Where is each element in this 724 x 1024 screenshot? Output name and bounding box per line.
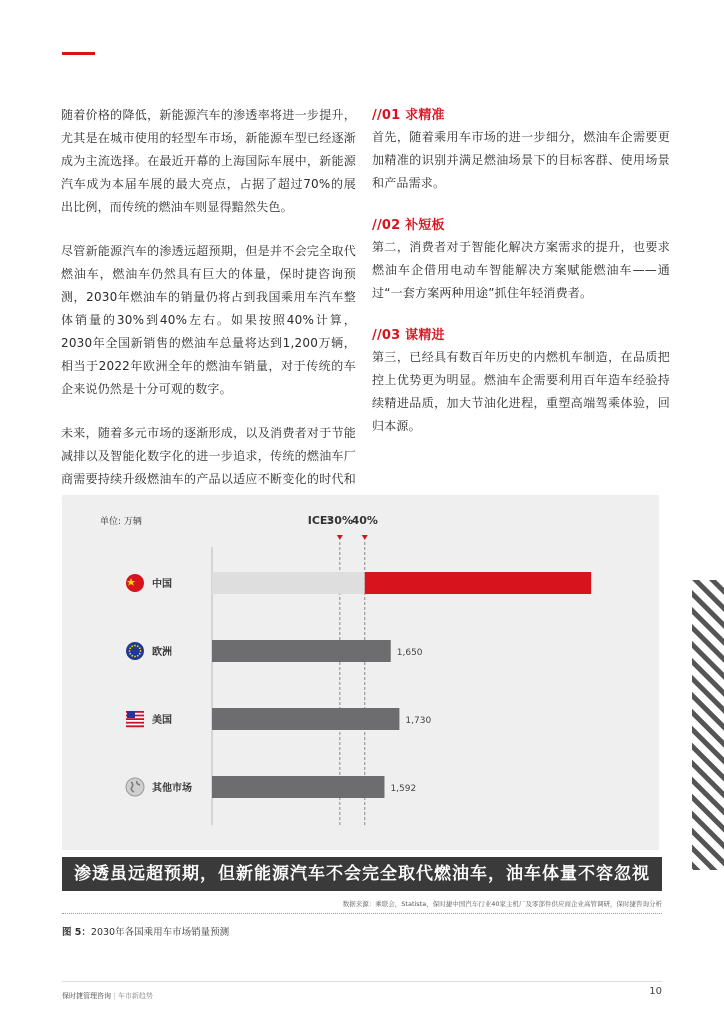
- section-title: //01 求精准: [372, 108, 445, 123]
- eu-flag-star: [134, 656, 136, 658]
- globe-icon: [126, 778, 144, 796]
- eu-flag-star: [131, 645, 133, 647]
- bar-value-label: 1,650: [396, 648, 423, 658]
- bar: [212, 776, 384, 798]
- us-flag-stripe: [126, 722, 144, 724]
- category-label: 中国: [152, 579, 172, 590]
- footer-brand: 保时捷管理咨询: [62, 992, 111, 1000]
- eu-flag-star: [137, 655, 139, 657]
- sales-forecast-chart: [62, 495, 659, 850]
- paragraph: 随着价格的降低，新能源汽车的渗透率将进一步提升，尤其是在城市使用的轻型车市场，新能源车型已经逐渐成为主流选择。在最近开幕的上海国际车展中，新能源汽车成为本届车展的最大亮点，占据了超过70%的展出比例，而传统的燃油车则显得黯然失色。: [61, 108, 356, 214]
- eu-flag-star: [140, 650, 142, 652]
- left-column: [61, 104, 356, 535]
- category-label: 其他市场: [152, 783, 192, 794]
- eu-flag-star: [129, 647, 131, 649]
- eu-flag-star: [129, 650, 131, 652]
- eu-flag-star: [139, 653, 141, 655]
- footer-divider: [62, 981, 662, 982]
- bar: [212, 708, 399, 730]
- section-title: //03 谋精进: [372, 328, 445, 343]
- accent-bar: [62, 52, 95, 55]
- section-body: 第二，消费者对于智能化解决方案需求的提升，也要求燃油车企借用电动车智能解决方案赋能燃油车——通过“一套方案两种用途”抓住年轻消费者。: [372, 240, 670, 300]
- ice-marker-triangle: [337, 535, 343, 540]
- figure-title: 2030年各国乘用车市场销量预测: [90, 927, 230, 938]
- eu-flag-star: [134, 645, 136, 647]
- bar-china-ev-share: [212, 572, 365, 594]
- ice-marker-label: 30%: [326, 514, 354, 527]
- category-label: 欧洲: [152, 647, 172, 658]
- headline-banner: 渗透虽远超预期，但新能源汽车不会完全取代燃油车，油车体量不容忽视: [62, 857, 662, 891]
- us-flag-stripe: [126, 718, 144, 720]
- eu-flag-star: [137, 645, 139, 647]
- china-flag-icon: [126, 574, 144, 592]
- bar-china-ice: [365, 572, 591, 594]
- footer-separator: |: [113, 992, 116, 1000]
- data-source: 数据来源：乘联会，Statista，保时捷中国汽车行业40家主机厂及零部件供应商企业高管调研，保时捷咨询分析: [342, 900, 662, 908]
- section-title: //02 补短板: [372, 218, 445, 233]
- bar-value-label: 1,592: [390, 784, 417, 794]
- divider: [62, 913, 662, 914]
- eu-flag-star: [129, 653, 131, 655]
- figure-label: 图 5：: [62, 927, 91, 938]
- ice-marker-triangle: [362, 535, 368, 540]
- figure-caption: [62, 924, 229, 938]
- bar: [212, 640, 391, 662]
- eu-flag-star: [139, 647, 141, 649]
- chart-panel: [62, 495, 659, 850]
- right-column: [372, 106, 670, 459]
- section-body: 首先，随着乘用车市场的进一步细分，燃油车企需要更加精准的识别并满足燃油场景下的目标客群、使用场景和产品需求。: [372, 130, 670, 190]
- section-body: 第三，已经具有数百年历史的内燃机车制造，在品质把控上优势更为明显。燃油车企需要利用百年造车经验持续精进品质，加大节油化进程，重塑高端驾乘体验，回归本源。: [372, 350, 670, 433]
- footer: [62, 991, 153, 1001]
- bar-value-label: 1,730: [405, 716, 432, 726]
- paragraph: 尽管新能源汽车的渗透远超预期，但是并不会完全取代燃油车，燃油车仍然具有巨大的体量，保时捷咨询预测，2030年燃油车的销量仍将占到我国乘用车汽车整体销量的30%到40%左右。如果按照40%计算，2030年全国新销售的燃油车总量将达到1,200万辆，相当于2022年欧洲全年的燃油车销量，对于传统的车企来说仍然是十分可观的数字。: [61, 244, 356, 396]
- ice-marker-label: 40%: [351, 514, 378, 527]
- ice-label: ICE:: [307, 514, 332, 527]
- category-label: 美国: [152, 715, 172, 726]
- us-flag-canton: [127, 711, 135, 718]
- footer-subtitle: 车市新趋势: [117, 992, 153, 1000]
- eu-flag-star: [131, 655, 133, 657]
- page-number: 10: [649, 986, 662, 997]
- stripe-pattern: [692, 580, 724, 870]
- chart-unit-label: 单位: 万辆: [100, 517, 142, 527]
- us-flag-stripe: [126, 725, 144, 727]
- paragraph: 未来，随着多元市场的逐渐形成，以及消费者对于节能减排以及智能化数字化的进一步追求，传统的燃油车厂商需要持续升级燃油车的产品以适应不断变化的时代和: [61, 426, 356, 486]
